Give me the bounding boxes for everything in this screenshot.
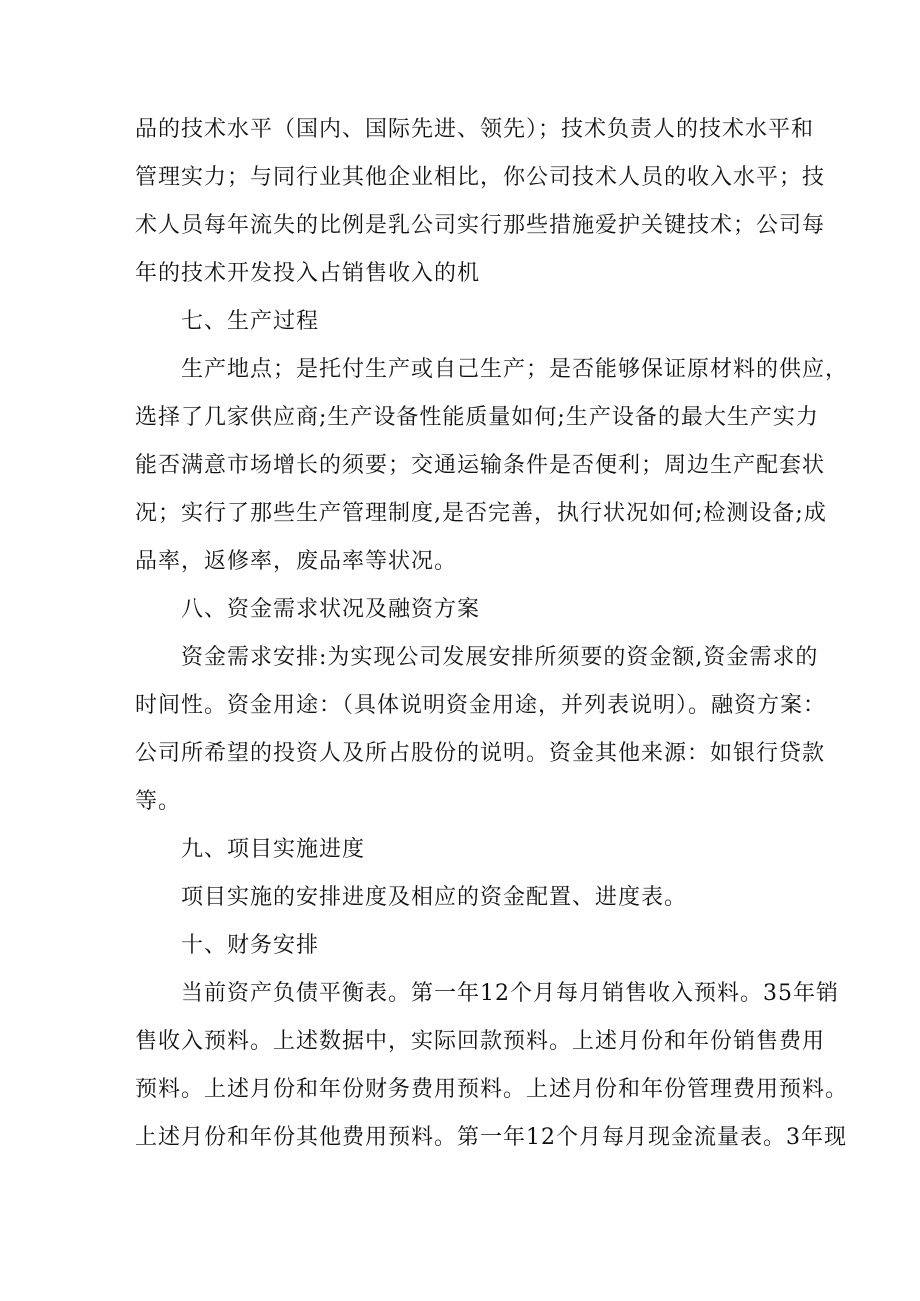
text-line: 资金需求安排:为实现公司发展安排所须要的资金额,资金需求的 <box>181 645 819 670</box>
section-heading-production <box>135 298 795 346</box>
text-line: 况；实行了那些生产管理制度,是否完善，执行状况如何;检测设备;成 <box>135 501 827 526</box>
section-heading-funding <box>135 586 795 634</box>
paragraph-finance <box>135 970 849 1162</box>
heading-text: 七、生产过程 <box>181 309 320 334</box>
section-heading-schedule <box>135 826 795 874</box>
text-line: 上述月份和年份其他费用预料。第一年12个月每月现金流量表。3年现 <box>135 1125 847 1150</box>
text-line: 公司所希望的投资人及所占股份的说明。资金其他来源：如银行贷款 <box>135 741 826 766</box>
text-line: 售收入预料。上述数据中，实际回款预料。上述月份和年份销售费用 <box>135 1029 826 1054</box>
text-line: 品的技术水平（国内、国际先进、领先）；技术负责人的技术水平和 <box>135 117 815 142</box>
heading-text: 八、资金需求状况及融资方案 <box>181 597 481 622</box>
text-line: 品率，返修率，废品率等状况。 <box>135 549 458 574</box>
text-line: 年的技术开发投入占销售收入的机 <box>135 261 481 286</box>
heading-text: 九、项目实施进度 <box>181 837 366 862</box>
paragraph-tech-continuation <box>135 106 826 298</box>
paragraph-funding <box>135 634 827 826</box>
heading-text: 十、财务安排 <box>181 933 320 958</box>
text-line: 项目实施的安排进度及相应的资金配置、进度表。 <box>181 885 688 910</box>
text-line: 管理实力；与同行业其他企业相比，你公司技术人员的收入水平；技 <box>135 165 826 190</box>
text-line: 预料。上述月份和年份财务费用预料。上述月份和年份管理费用预料。 <box>135 1077 849 1102</box>
text-line: 时间性。资金用途：（具体说明资金用途，并列表说明）。融资方案： <box>135 693 827 718</box>
text-line: 生产地点；是托付生产或自己生产；是否能够保证原材料的供应， <box>181 357 849 382</box>
text-line: 选择了几家供应商;生产设备性能质量如何;生产设备的最大生产实力 <box>135 405 819 430</box>
text-line: 术人员每年流失的比例是乳公司实行那些措施爱护关键技术；公司每 <box>135 213 826 238</box>
text-line: 等。 <box>135 789 182 814</box>
paragraph-production <box>135 346 849 586</box>
text-line: 能否满意市场增长的须要；交通运输条件是否便利；周边生产配套状 <box>135 453 826 478</box>
document-body <box>135 106 849 1162</box>
text-line: 当前资产负债平衡表。第一年12个月每月销售收入预料。35年销 <box>181 981 839 1006</box>
section-heading-finance <box>135 922 795 970</box>
paragraph-schedule <box>135 874 795 922</box>
